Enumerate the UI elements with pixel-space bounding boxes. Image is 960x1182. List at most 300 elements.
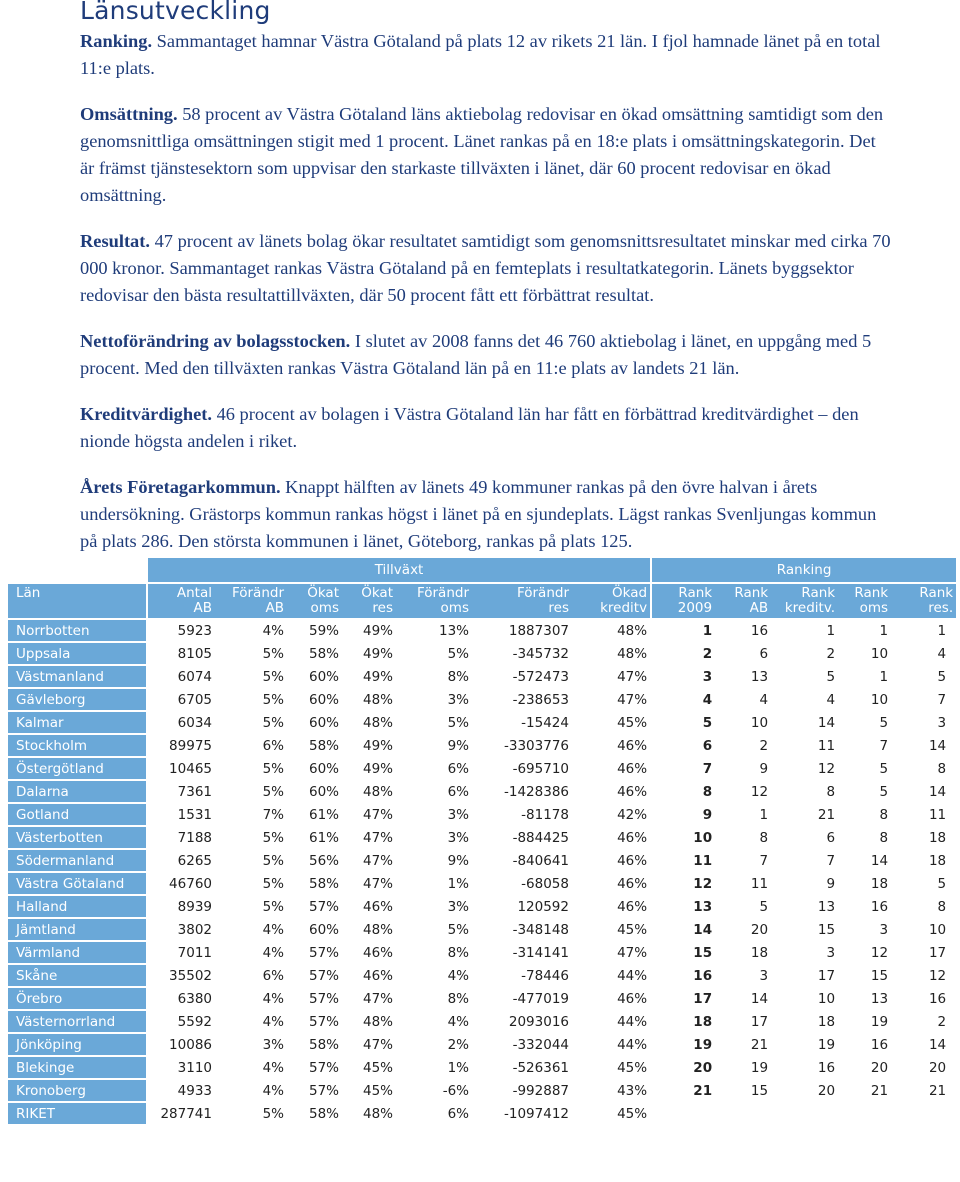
table-cell: -884425	[512, 829, 569, 846]
table-cell: 13	[817, 898, 836, 915]
table-cell: 11	[817, 737, 836, 754]
table-cell: 15	[817, 921, 836, 938]
table-row	[8, 942, 956, 963]
table-cell: 16	[650, 965, 715, 986]
column-header-line: Rank	[801, 585, 836, 601]
table-cell: 1	[879, 622, 889, 639]
column-header	[215, 584, 287, 618]
table-row	[8, 988, 956, 1009]
table-cell: 15	[750, 1082, 769, 1099]
table-cell: 42%	[617, 806, 648, 823]
column-header	[771, 584, 838, 618]
paragraph-text: Knappt hälften av länets 49 kommuner rankas på den övre halvan i årets undersökning. Grästorps kommun rankas högst i länet på en sjundeplats. Lägst rankas Svenljungas kommun på plats 286. Den största kommunen i länet, Göteborg, rankas på plats 125.	[80, 477, 877, 551]
column-header-line: 2009	[677, 600, 713, 616]
table-cell: 58%	[308, 875, 339, 892]
table-cell: -3303776	[504, 737, 569, 754]
table-cell: 8	[759, 829, 769, 846]
table-cell: 5%	[262, 898, 284, 915]
county-ranking-table	[8, 556, 956, 1126]
table-cell: 1%	[447, 1059, 469, 1076]
table-cell: 3%	[262, 1036, 284, 1053]
table-cell: 5	[879, 783, 889, 800]
table-cell: 17	[650, 988, 715, 1009]
table-cell: 47%	[362, 829, 393, 846]
column-header-line: AB	[749, 600, 769, 616]
paragraph-title: Kreditvärdighet.	[80, 404, 212, 424]
table-row	[8, 735, 956, 756]
table-cell: 1%	[447, 875, 469, 892]
table-cell: 19	[870, 1013, 889, 1030]
paragraph	[80, 328, 892, 382]
table-cell	[838, 1103, 891, 1124]
table-cell: 7188	[146, 827, 215, 848]
county-name: Skåne	[8, 965, 146, 986]
table-cell: -81178	[521, 806, 569, 823]
table-cell: 5	[759, 898, 769, 915]
column-header-line: oms	[440, 600, 469, 616]
table-cell: 3%	[447, 806, 469, 823]
column-header-line: oms	[859, 600, 889, 616]
column-header	[472, 584, 572, 618]
table-cell: 3%	[447, 691, 469, 708]
table-cell: 47%	[362, 875, 393, 892]
table-cell: 60%	[308, 691, 339, 708]
table-row	[8, 873, 956, 894]
table-row	[8, 689, 956, 710]
table-cell: -332044	[512, 1036, 569, 1053]
table-cell: 46%	[362, 944, 393, 961]
table-cell: 21	[817, 806, 836, 823]
table-cell: 9	[826, 875, 836, 892]
table-cell: 48%	[617, 645, 648, 662]
county-name: Dalarna	[8, 781, 146, 802]
table-cell: 49%	[362, 622, 393, 639]
county-name: Västmanland	[8, 666, 146, 687]
column-header-line: res	[548, 600, 569, 616]
table-row	[8, 758, 956, 779]
table-cell: 7011	[146, 942, 215, 963]
county-name: Kronoberg	[8, 1080, 146, 1101]
table-cell: 9	[650, 804, 715, 825]
county-name: Uppsala	[8, 643, 146, 664]
table-cell: 4%	[262, 944, 284, 961]
table-cell	[771, 1103, 838, 1124]
table-cell: 14	[928, 1036, 947, 1053]
table-cell: 9%	[447, 852, 469, 869]
column-header	[650, 584, 715, 618]
table-cell: 3	[879, 921, 889, 938]
table-cell: 4%	[262, 990, 284, 1007]
table-cell: 45%	[617, 1059, 648, 1076]
table-cell: 5%	[262, 691, 284, 708]
table-row	[8, 1057, 956, 1078]
table-cell: 4	[826, 691, 836, 708]
table-cell: 12	[750, 783, 769, 800]
column-header-line: Antal	[176, 585, 212, 601]
table-cell: 8%	[447, 944, 469, 961]
table-cell: 2093016	[508, 1013, 569, 1030]
table-cell: 49%	[362, 737, 393, 754]
table-cell: 47%	[617, 944, 648, 961]
column-header	[342, 584, 396, 618]
table-cell: 46%	[617, 760, 648, 777]
column-header-line: res.	[928, 600, 954, 616]
column-header-line: kreditv.	[784, 600, 836, 616]
table-cell: 11	[928, 806, 947, 823]
table-cell: 4%	[447, 1013, 469, 1030]
table-cell: 14	[650, 919, 715, 940]
table-row	[8, 919, 956, 940]
paragraph-title: Nettoförändring av bolagsstocken.	[80, 331, 351, 351]
table-cell: -695710	[512, 760, 569, 777]
table-cell: 1887307	[508, 622, 569, 639]
table-cell: 46%	[617, 875, 648, 892]
table-cell: 46%	[617, 737, 648, 754]
table-cell: 59%	[308, 622, 339, 639]
table-cell: 4	[759, 691, 769, 708]
table-cell: 5	[650, 712, 715, 733]
table-cell: 3	[937, 714, 947, 731]
table-cell: 5%	[262, 829, 284, 846]
table-cell	[891, 1103, 956, 1124]
table-cell: -345732	[512, 645, 569, 662]
table-cell: 6%	[262, 967, 284, 984]
column-header-line: Ökad	[612, 585, 648, 601]
table-cell: 14	[870, 852, 889, 869]
table-cell: -572473	[512, 668, 569, 685]
table-cell: 5%	[262, 714, 284, 731]
table-cell: 44%	[617, 1036, 648, 1053]
county-name: Kalmar	[8, 712, 146, 733]
column-header-line: Ökat	[307, 585, 339, 601]
county-name: Halland	[8, 896, 146, 917]
table-cell: 5	[879, 714, 889, 731]
county-name: Stockholm	[8, 735, 146, 756]
table-cell: 58%	[308, 1105, 339, 1122]
table-cell	[715, 1103, 771, 1124]
table-row	[8, 666, 956, 687]
table-cell: 48%	[362, 1013, 393, 1030]
table-cell: 1	[650, 620, 715, 641]
paragraph-title: Omsättning.	[80, 104, 178, 124]
table-cell: 57%	[308, 967, 339, 984]
table-row	[8, 1034, 956, 1055]
table-cell: 58%	[308, 1036, 339, 1053]
table-cell: 4%	[447, 967, 469, 984]
table-cell: 4%	[262, 622, 284, 639]
column-header	[891, 584, 956, 618]
table-cell: 4933	[146, 1080, 215, 1101]
table-cell: 14	[750, 990, 769, 1007]
table-cell: 17	[750, 1013, 769, 1030]
column-header	[8, 584, 146, 618]
table-cell: 3	[650, 666, 715, 687]
table-cell: 5592	[146, 1011, 215, 1032]
table-cell: 10	[870, 691, 889, 708]
table-row	[8, 804, 956, 825]
table-cell: -840641	[512, 852, 569, 869]
table-cell: 7361	[146, 781, 215, 802]
table-cell: 46%	[617, 829, 648, 846]
table-cell: -314141	[512, 944, 569, 961]
table-cell: 56%	[308, 852, 339, 869]
table-row	[8, 1011, 956, 1032]
table-cell: -348148	[512, 921, 569, 938]
table-cell: 47%	[362, 806, 393, 823]
table-cell: 17	[817, 967, 836, 984]
table-cell: 10	[650, 827, 715, 848]
table-cell: 18	[928, 852, 947, 869]
table-cell: 4%	[262, 1013, 284, 1030]
group-header-ranking: Ranking	[650, 558, 956, 582]
table-cell: 8%	[447, 668, 469, 685]
table-row	[8, 781, 956, 802]
county-name: Västernorrland	[8, 1011, 146, 1032]
table-cell: 48%	[362, 1105, 393, 1122]
page-title: Länsutveckling	[80, 0, 271, 25]
table-cell: 46%	[362, 898, 393, 915]
table-cell: 12	[650, 873, 715, 894]
column-header	[715, 584, 771, 618]
table-cell: 3110	[146, 1057, 215, 1078]
table-cell: 5%	[262, 1105, 284, 1122]
table-cell: 48%	[617, 622, 648, 639]
table-cell: 60%	[308, 921, 339, 938]
table-cell: 8	[826, 783, 836, 800]
paragraph	[80, 28, 892, 82]
table-row	[8, 827, 956, 848]
table-cell: 17	[928, 944, 947, 961]
county-name: Jämtland	[8, 919, 146, 940]
table-cell: 20	[928, 1059, 947, 1076]
table-cell: 60%	[308, 783, 339, 800]
table-cell: 60%	[308, 668, 339, 685]
table-cell: 4	[937, 645, 947, 662]
table-cell: 4%	[262, 1082, 284, 1099]
table-cell: 21	[750, 1036, 769, 1053]
table-cell: 3	[826, 944, 836, 961]
table-cell: 5%	[447, 714, 469, 731]
table-cell: 6	[759, 645, 769, 662]
table-row	[8, 896, 956, 917]
paragraph	[80, 401, 892, 455]
table-cell: 1	[826, 622, 836, 639]
table-cell: 57%	[308, 990, 339, 1007]
column-header-line: Förändr	[231, 585, 284, 601]
table-row	[8, 643, 956, 664]
table-cell: 45%	[617, 921, 648, 938]
paragraph	[80, 101, 892, 209]
table-cell: 21	[650, 1080, 715, 1101]
table-cell: 18	[817, 1013, 836, 1030]
table-cell: 20	[817, 1082, 836, 1099]
table-cell: 6	[650, 735, 715, 756]
column-header-line: Förändr	[416, 585, 469, 601]
county-name: Västra Götaland	[8, 873, 146, 894]
column-header-line: AB	[193, 600, 212, 616]
county-name: Örebro	[8, 988, 146, 1009]
table-cell: 16	[817, 1059, 836, 1076]
column-header-row	[8, 584, 956, 618]
table-cell: 6	[826, 829, 836, 846]
text-section	[80, 28, 892, 574]
table-cell: 7	[937, 691, 947, 708]
table-cell: 11	[750, 875, 769, 892]
table-row	[8, 712, 956, 733]
table-cell: 20	[870, 1059, 889, 1076]
table-cell: 49%	[362, 668, 393, 685]
table-cell: 12	[870, 944, 889, 961]
column-header	[838, 584, 891, 618]
table-cell: 6%	[447, 760, 469, 777]
table-cell: 5%	[447, 921, 469, 938]
paragraph	[80, 474, 892, 555]
table-cell: -68058	[521, 875, 569, 892]
table-cell: 9	[759, 760, 769, 777]
table-cell: 4%	[262, 921, 284, 938]
table-cell: 20	[750, 921, 769, 938]
table-cell: 6265	[146, 850, 215, 871]
table-cell: 57%	[308, 898, 339, 915]
table-cell: 45%	[617, 714, 648, 731]
table-cell: 46%	[617, 852, 648, 869]
group-header-tillvaxt: Tillväxt	[146, 558, 650, 582]
table-cell: 1531	[146, 804, 215, 825]
table-cell: 13	[650, 896, 715, 917]
table-cell: 13%	[438, 622, 469, 639]
table-cell: 11	[650, 850, 715, 871]
table-cell: 5%	[262, 645, 284, 662]
paragraph-text: 47 procent av länets bolag ökar resultatet samtidigt som genomsnittsresultatet minskar med cirka 70 000 kronor. Sammantaget rankas Västra Götaland på en femteplats i resultatkategorin. Länets byggsektor redovisar den bästa resultattillväxten, där 50 procent fått ett förbättrat resultat.	[80, 231, 891, 305]
table-cell: 19	[650, 1034, 715, 1055]
table-cell: 7	[826, 852, 836, 869]
county-name: Norrbotten	[8, 620, 146, 641]
table-cell: 1	[759, 806, 769, 823]
table-cell: 2	[826, 645, 836, 662]
table-cell: 5%	[262, 760, 284, 777]
table-cell: 13	[870, 990, 889, 1007]
table-cell: 10	[870, 645, 889, 662]
table-cell: 21	[870, 1082, 889, 1099]
table-cell: 5%	[262, 875, 284, 892]
table-cell: 2%	[447, 1036, 469, 1053]
table-cell: 19	[750, 1059, 769, 1076]
table-cell: 47%	[362, 990, 393, 1007]
table-cell: 1	[879, 668, 889, 685]
table-cell: 8	[650, 781, 715, 802]
table-cell: 46760	[146, 873, 215, 894]
table-cell: 2	[650, 643, 715, 664]
table-cell: -15424	[521, 714, 569, 731]
table-cell: 45%	[362, 1082, 393, 1099]
column-header-line: Förändr	[516, 585, 569, 601]
table-cell: 48%	[362, 783, 393, 800]
table-cell: 16	[928, 990, 947, 1007]
table-cell: 6380	[146, 988, 215, 1009]
column-header-line: Rank	[734, 585, 769, 601]
county-name: Gävleborg	[8, 689, 146, 710]
table-cell: 47%	[362, 1036, 393, 1053]
table-cell: 47%	[617, 691, 648, 708]
table-cell: 13	[750, 668, 769, 685]
table-cell: 14	[928, 737, 947, 754]
table-cell: 15	[650, 942, 715, 963]
table-cell: 10	[928, 921, 947, 938]
table-cell: 18	[870, 875, 889, 892]
table-cell: 12	[817, 760, 836, 777]
table-cell: 12	[928, 967, 947, 984]
column-header-line: Ökat	[361, 585, 393, 601]
column-header-line: Län	[16, 585, 41, 601]
table-cell: 7%	[262, 806, 284, 823]
table-cell: 43%	[617, 1082, 648, 1099]
paragraph-text: 46 procent av bolagen i Västra Götaland län har fått en förbättrad kreditvärdighet – den nionde högsta andelen i riket.	[80, 404, 859, 451]
table-cell: 14	[928, 783, 947, 800]
table-cell: 1	[937, 622, 947, 639]
table-cell: 60%	[308, 714, 339, 731]
county-name: Västerbotten	[8, 827, 146, 848]
table-cell: 8	[937, 898, 947, 915]
table-cell: 5%	[262, 852, 284, 869]
county-name: Blekinge	[8, 1057, 146, 1078]
table-cell: 3%	[447, 898, 469, 915]
column-header-line: oms	[310, 600, 339, 616]
table-cell: 19	[817, 1036, 836, 1053]
table-cell: 21	[928, 1082, 947, 1099]
group-header-row	[8, 558, 956, 582]
table-cell	[650, 1103, 715, 1124]
table-cell: 57%	[308, 1059, 339, 1076]
table-cell: 10	[750, 714, 769, 731]
table-cell: -1097412	[504, 1105, 569, 1122]
table-cell: 16	[870, 1036, 889, 1053]
table-cell: 10	[817, 990, 836, 1007]
table-cell: 45%	[362, 1059, 393, 1076]
table-cell: 48%	[362, 691, 393, 708]
table-cell: 7	[759, 852, 769, 869]
column-header-line: AB	[265, 600, 284, 616]
table-cell: 14	[817, 714, 836, 731]
table-cell: -526361	[512, 1059, 569, 1076]
table-cell: 44%	[617, 1013, 648, 1030]
table-cell: 2	[759, 737, 769, 754]
table-cell: 287741	[146, 1103, 215, 1124]
table-cell: 120592	[517, 898, 569, 915]
column-header-line: Rank	[678, 585, 713, 601]
table-cell: 20	[650, 1057, 715, 1078]
table-cell: 5	[937, 875, 947, 892]
group-header-blank	[8, 558, 146, 582]
table-cell: 47%	[362, 852, 393, 869]
table-row	[8, 965, 956, 986]
table-cell: 8	[879, 806, 889, 823]
paragraph-title: Resultat.	[80, 231, 150, 251]
paragraph-text: 58 procent av Västra Götaland läns aktiebolag redovisar en ökad omsättning samtidigt som den genomsnittliga omsättningen stigit med 1 procent. Länet rankas på en 18:e plats i omsättningskategorin. Det är främst tjänstesektorn som uppvisar den starkaste tillväxten i länet, där 60 procent redovisar en ökad omsättning.	[80, 104, 884, 205]
table-cell: 18	[650, 1011, 715, 1032]
table-cell: 3	[759, 967, 769, 984]
table-cell: 6%	[447, 783, 469, 800]
table-cell: 2	[937, 1013, 947, 1030]
paragraph-title: Ranking.	[80, 31, 153, 51]
table-cell: 6%	[447, 1105, 469, 1122]
table-cell: 3802	[146, 919, 215, 940]
table-cell: 6034	[146, 712, 215, 733]
table-cell: 58%	[308, 645, 339, 662]
table-cell: 16	[870, 898, 889, 915]
county-name: Södermanland	[8, 850, 146, 871]
table-cell: 45%	[617, 1105, 648, 1122]
table-cell: 8105	[146, 643, 215, 664]
